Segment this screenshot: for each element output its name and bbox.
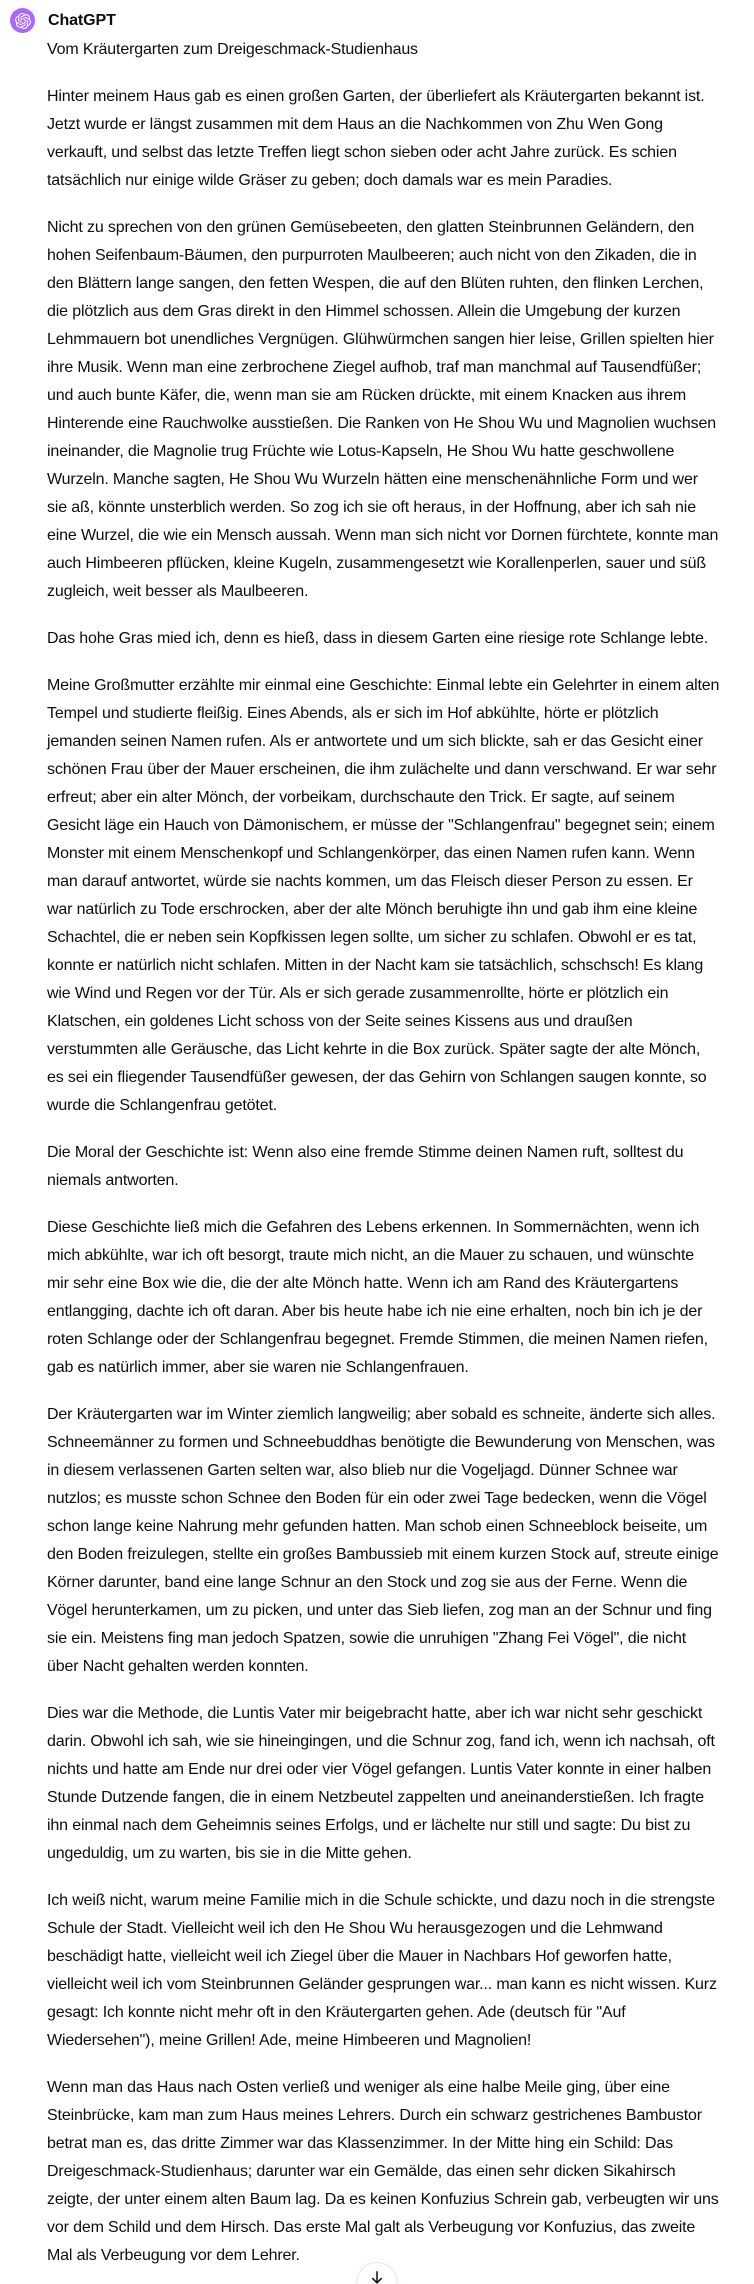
message-title: Vom Kräutergarten zum Dreigeschmack-Studienhaus [47,41,418,58]
message-paragraph: Nicht zu sprechen von den grünen Gemüsebeeten, den glatten Steinbrunnen Geländern, den hohen Seifenbaum-Bäumen, den purpurroten Maulbeeren; auch nicht von den Zikaden, die in den Blättern lange sangen, den fetten Wespen, die auf den Blüten ruhten, den flinken Lerchen, die plötzlich aus dem Gras direkt in den Himmel schossen. Allein die Umgebung der kurzen Lehmmauern bot unendliches Vergnügen. Glühwürmchen sangen hier leise, Grillen spielten hier ihre Musik. Wenn man eine zerbrochene Ziegel aufhob, traf man manchmal auf Tausendfüßer; und auch bunte Käfer, die, wenn man sie am Rücken drückte, mit einem Knacken aus ihrem Hinterende eine Rauchwolke ausstießen. Die Ranken von He Shou Wu und Magnolien wuchsen ineinander, die Magnolie trug Früchte wie Lotus-Kapseln, He Shou Wu hatte geschwollene Wurzeln. Manche sagten, He Shou Wu Wurzeln hätten eine menschenähnliche Form und wer sie aß, könnte unsterblich werden. So zog ich sie oft heraus, in der Hoffnung, aber ich sah nie eine Wurzel, die wie ein Mensch aussah. Wenn man sich nicht vor Dornen fürchtete, konnte man auch Himbeeren pflücken, kleine Kugeln, zusammengesetzt wie Korallenperlen, sauer und süß zugleich, weit besser als Maulbeeren. [47,219,723,600]
message-paragraph: Meine Großmutter erzählte mir einmal eine Geschichte: Einmal lebte ein Gelehrter in einem alten Tempel und studierte fleißig. Eines Abends, als er sich im Hof abkühlte, hörte er plötzlich jemanden seinen Namen rufen. Als er antwortete und um sich blickte, sah er das Gesicht einer schönen Frau über der Mauer erscheinen, die ihm zulächelte und dann verschwand. Er war sehr erfreut; aber ein alter Mönch, der vorbeikam, durchschaute den Trick. Er sagte, auf seinem Gesicht läge ein Hauch von Dämonischem, er müsse der "Schlangenfrau" begegnet sein; einem Monster mit einem Menschenkopf und Schlangenkörper, das einen Namen rufen kann. Wenn man darauf antwortet, würde sie nachts kommen, um das Fleisch dieser Person zu essen. Er war natürlich zu Tode erschrocken, aber der alte Mönch beruhigte ihn und gab ihm eine kleine Schachtel, die er neben sein Kopfkissen legen sollte, um sicher zu schlafen. Obwohl er es tat, konnte er natürlich nicht schlafen. Mitten in der Nacht kam sie tatsächlich, schschsch! Es klang wie Wind und Regen vor der Tür. Als er sich gerade zusammenrollte, hörte er plötzlich ein Klatschen, ein goldenes Licht schoss von der Seite seines Kissens aus und draußen verstummten alle Geräusche, das Licht kehrte in die Box zurück. Später sagte der alte Mönch, es sei ein fliegender Tausendfüßer gewesen, der das Gehirn von Schlangen saugen konnte, so wurde die Schlangenfrau getötet. [47,677,724,1114]
chatgpt-avatar [10,8,35,33]
message-paragraph: Hinter meinem Haus gab es einen großen Garten, der überliefert als Kräutergarten bekannt ist. Jetzt wurde er längst zusammen mit dem Haus an die Nachkommen von Zhu Wen Gong verkauft, und selbst das letzte Treffen liegt schon sieben oder acht Jahre zurück. Es schien tatsächlich nur einige wilde Gräser zu geben; doch damals war es mein Paradies. [47,88,709,189]
message-paragraph: Wenn man das Haus nach Osten verließ und weniger als eine halbe Meile ging, über eine Steinbrücke, kam man zum Haus meines Lehrers. Durch ein schwarz gestrichenes Bambustor betrat man es, das dritte Zimmer war das Klassenzimmer. In der Mitte hing ein Schild: Das Dreigeschmack-Studienhaus; darunter war ein Gemälde, das einen sehr dicken Sikahirsch zeigte, der unter einem alten Baum lag. Da es keinen Konfuzius Schrein gab, verbeugten wir uns vor dem Schild und dem Hirsch. Das erste Mal galt als Verbeugung vor Konfuzius, das zweite Mal als Verbeugung vor dem Lehrer. [47,2079,723,2264]
message-paragraph: Diese Geschichte ließ mich die Gefahren des Lebens erkennen. In Sommernächten, wenn ich mich abkühlte, war ich oft besorgt, traute mich nicht, an die Mauer zu schauen, und wünschte mir sehr eine Box wie die, die der alte Mönch hatte. Wenn ich am Rand des Kräutergartens entlangging, dachte ich oft daran. Aber bis heute habe ich nie eine erhalten, noch bin ich je der roten Schlange oder der Schlangenfrau begegnet. Fremde Stimmen, die meinen Namen riefen, gab es natürlich immer, aber sie waren nie Schlangenfrauen. [47,1219,713,1376]
message-header [10,8,116,33]
message-paragraph: Ich weiß nicht, warum meine Familie mich in die Schule schickte, und dazu noch in die strengste Schule der Stadt. Vielleicht weil ich den He Shou Wu herausgezogen und die Lehmwand beschädigt hatte, vielleicht weil ich Ziegel über die Mauer in Nachbars Hof geworfen hatte, vielleicht weil ich vom Steinbrunnen Geländer gesprungen war... man kann es nicht wissen. Kurz gesagt: Ich konnte nicht mehr oft in den Kräutergarten gehen. Ade (deutsch für "Auf Wiedersehen"), meine Grillen! Ade, meine Himbeeren und Magnolien! [47,1892,722,2049]
openai-logo-icon [15,13,31,29]
message-paragraph: Das hohe Gras mied ich, denn es hieß, dass in diesem Garten eine riesige rote Schlange lebte. [47,630,709,647]
arrow-down-icon [369,2269,386,2284]
message-paragraph: Der Kräutergarten war im Winter ziemlich langweilig; aber sobald es schneite, änderte sich alles. Schneemänner zu formen und Schneebuddhas benötigte die Bewunderung von Menschen, was in diesem verlassenen Garten selten war, also blieb nur die Vogeljagd. Dünner Schnee war nutzlos; es musste schon Schnee den Boden für ein oder zwei Tage bedecken, wenn die Vögel schon lange keine Nahrung mehr gefunden hatten. Man schob einen Schneeblock beiseite, um den Boden freizulegen, stellte ein großes Bambussieb mit einem kurzen Stock auf, streute einige Körner darunter, band eine lange Schnur an den Stock und zog sie aus der Ferne. Wenn die Vögel herunterkamen, um zu picken, und unter das Sieb liefen, zog man an der Schnur und fing sie ein. Meistens fing man jedoch Spatzen, sowie die unruhigen "Zhang Fei Vögel", die nicht über Nacht gehalten werden konnten. [47,1406,723,1675]
message-paragraph: Die Moral der Geschichte ist: Wenn also eine fremde Stimme deinen Namen ruft, solltest du niemals antworten. [47,1144,688,1189]
message-body [47,36,724,2284]
message-paragraph: Dies war die Methode, die Luntis Vater mir beigebracht hatte, aber ich war nicht sehr geschickt darin. Obwohl ich sah, wie sie hineingingen, und die Schnur zog, fand ich, wenn ich nachsah, oft nichts und hatte am Ende nur drei oder vier Vögel gefangen. Luntis Vater konnte in einer halben Stunde Dutzende fangen, die in einem Netzbeutel zappelten und aneinanderstießen. Ich fragte ihn einmal nach dem Geheimnis seines Erfolgs, und er lächelte nur still und sagte: Du bist zu ungeduldig, um zu warten, bis sie in die Mitte gehen. [47,1705,720,1862]
message-paragraphs [47,83,724,2270]
assistant-name: ChatGPT [48,11,116,29]
